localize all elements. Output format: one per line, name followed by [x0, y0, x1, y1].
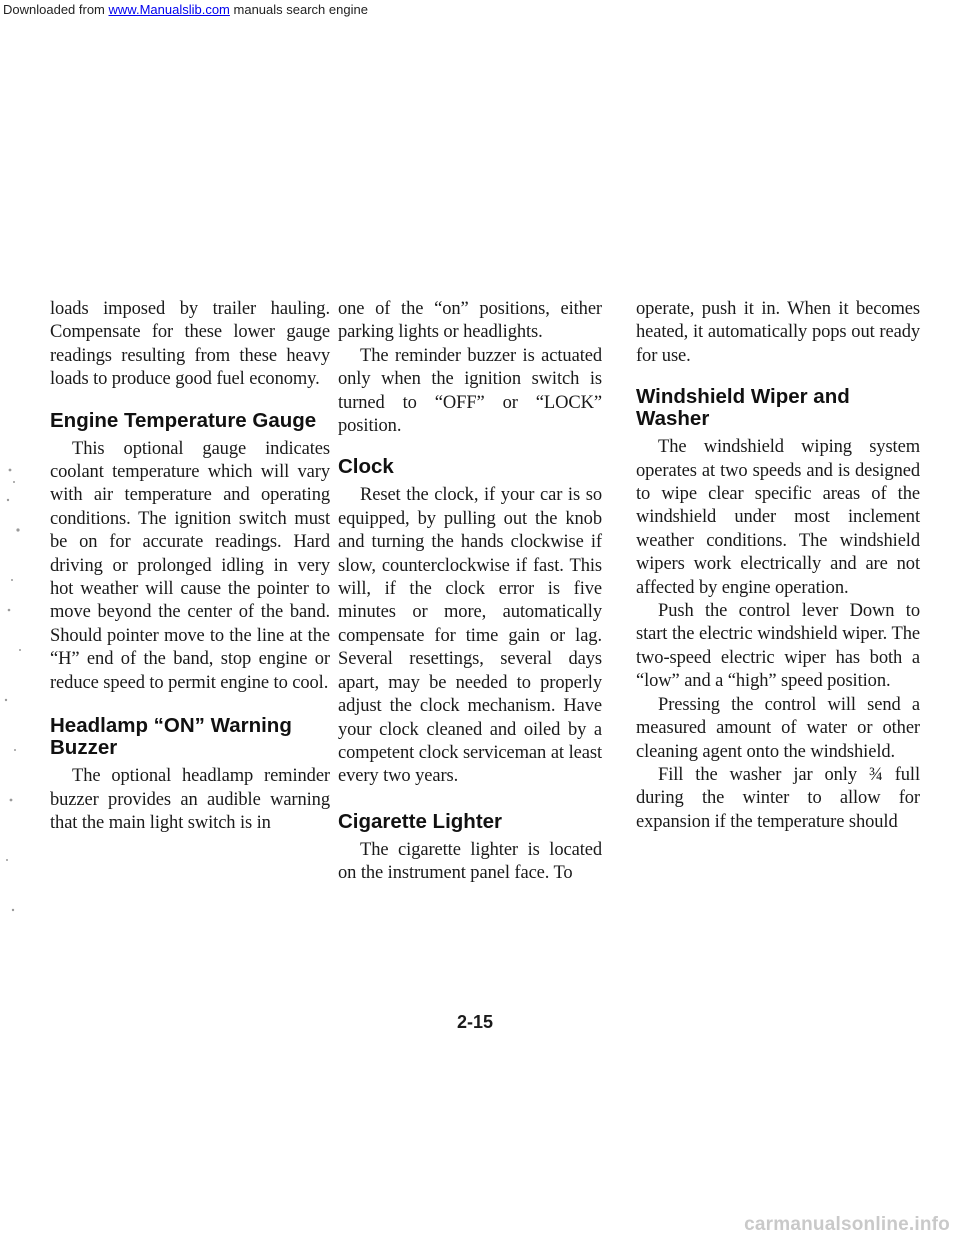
scan-specks [0, 440, 50, 960]
windshield-para-1: The windshield wiping system operates at two speeds and is designed to wipe clear specific areas of the windshield under most inclement weather conditions. The windshield wipers work electrically and are not affected by engine operation. [636, 437, 920, 598]
col1-intro: loads imposed by trailer hauling. Compensate for these lower gauge readings resulting from these heavy loads to produce good fuel economy. [50, 299, 330, 390]
column-2 [338, 298, 602, 886]
headlamp-buzzer-heading: Headlamp “ON” Warning Buzzer [50, 714, 292, 760]
header-suffix: manuals search engine [233, 2, 368, 17]
windshield-para-4: Fill the washer jar only ¾ full during the winter to allow for expansion if the temperature should [636, 764, 920, 832]
manualslib-link[interactable]: www.Manualslib.com [108, 2, 230, 17]
headlamp-buzzer-body: The optional headlamp reminder buzzer provides an audible warning that the main light switch is in [50, 766, 330, 833]
windshield-para-2: Push the control lever Down to start the electric windshield wiper. The two-speed electric wiper has both a “low” and a “high” speed position. [636, 601, 920, 692]
engine-temperature-heading: Engine Temperature Gauge [50, 408, 317, 432]
clock-body: Reset the clock, if your car is so equipped, by pulling out the knob and turning the hands clockwise if slow, counterclockwise if fast. This will, if the clock error is five minutes or more, automatically compensate for time gain or lag. Several resettings, several days apart, may be needed to properly adjust the clock mechanism. Have your clock cleaned and oiled by a competent clock serviceman at least every two years. [338, 485, 602, 787]
page-number: 2-15 [456, 1012, 494, 1032]
windshield-para-3: Pressing the control will send a measured amount of water or other cleaning agent onto the windshield. [636, 694, 920, 762]
clock-heading: Clock [338, 455, 394, 479]
engine-temperature-body: This optional gauge indicates coolant temperature which will vary with air temperature and operating conditions. The ignition switch must be on for accurate readings. Hard driving or prolonged idling in very hot weather will cause the pointer to move beyond the center of the band. Should pointer move to the line at the “H” end of the band, stop engine or reduce speed to permit engine to cool. [50, 438, 330, 693]
watermark: carmanualsonline.info [744, 1214, 950, 1235]
header-prefix: Downloaded from [3, 2, 105, 17]
col2-intro-2: The reminder buzzer is actuated only when the ignition switch is turned to “OFF” or “LOCK” position. [338, 345, 602, 437]
column-3 [636, 298, 920, 834]
col3-intro: operate, push it in. When it becomes heated, it automatically pops out ready for use. [636, 299, 920, 366]
cigarette-lighter-body: The cigarette lighter is located on the instrument panel face. To [338, 839, 602, 884]
column-1 [50, 298, 330, 835]
cigarette-lighter-heading: Cigarette Lighter [338, 809, 503, 833]
download-header [0, 0, 960, 22]
col2-intro: one of the “on” positions, either parking lights or headlights. [338, 299, 602, 343]
windshield-wiper-heading: Windshield Wiper and Washer [636, 385, 850, 431]
